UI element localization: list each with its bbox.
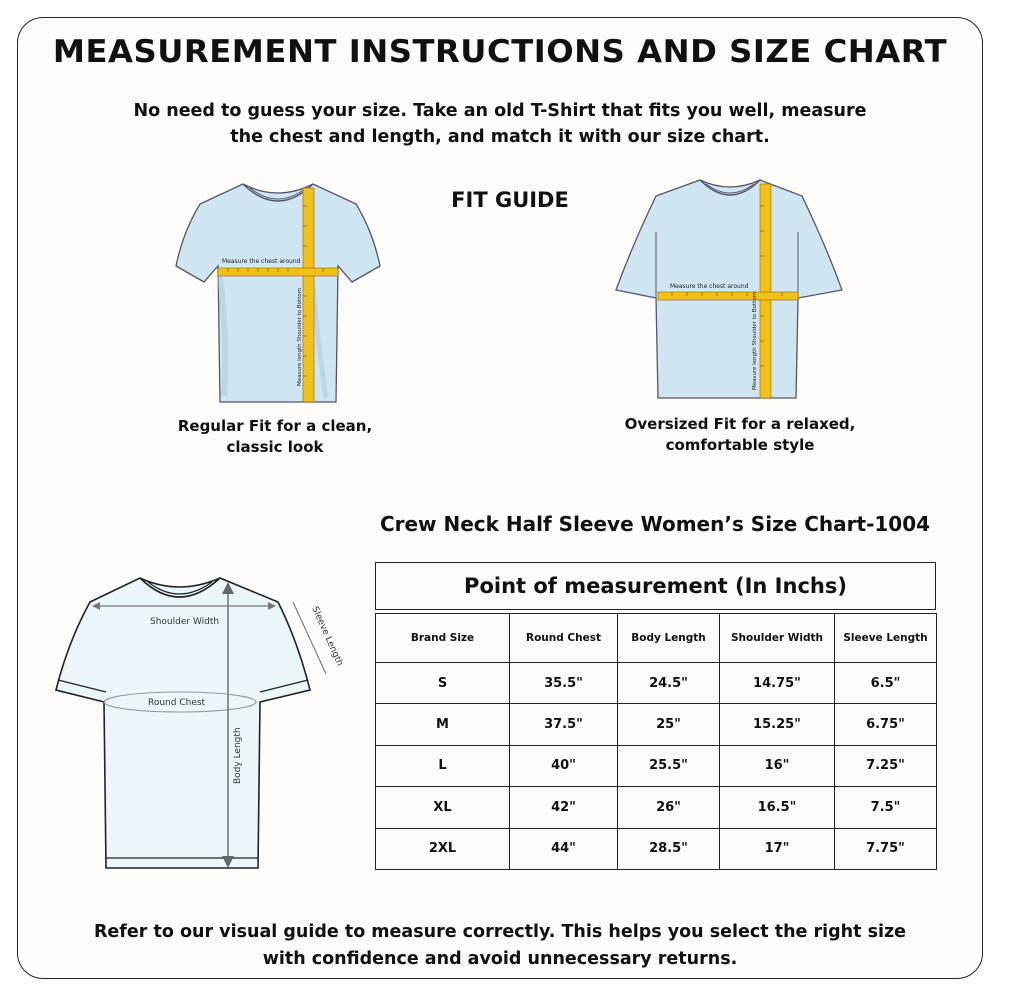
cell-chest: 44": [510, 828, 618, 869]
header-sleeve-length: Sleeve Length: [835, 614, 937, 663]
regular-fit-caption: Regular Fit for a clean, classic look: [177, 417, 373, 456]
measurement-diagram: [50, 572, 345, 876]
measurement-unit-banner: Point of measurement (In Inchs): [375, 562, 936, 610]
cell-size: M: [376, 704, 510, 745]
header-brand-size: Brand Size: [376, 614, 510, 663]
size-chart-table: [375, 613, 937, 870]
cell-chest: 37.5": [510, 704, 618, 745]
cell-chest: 40": [510, 745, 618, 786]
cell-length: 26": [618, 787, 720, 828]
body-length-label: Body Length: [233, 727, 243, 784]
shoulder-width-label: Shoulder Width: [150, 617, 220, 627]
fit-guide-heading: FIT GUIDE: [451, 188, 569, 212]
cell-shoulder: 17": [720, 828, 835, 869]
oversized-length-label: Measure length Shoulder to Bottom: [752, 291, 758, 390]
cell-sleeve: 7.25": [835, 745, 937, 786]
cell-shoulder: 16.5": [720, 787, 835, 828]
size-chart-title: Crew Neck Half Sleeve Women’s Size Chart-1004: [379, 512, 931, 536]
round-chest-label: Round Chest: [148, 698, 206, 708]
table-row: [376, 704, 937, 745]
cell-chest: 42": [510, 787, 618, 828]
sleeve-length-label: Sleeve Length: [309, 605, 345, 668]
regular-chest-label: Measure the chest around: [222, 258, 301, 265]
cell-sleeve: 6.5": [835, 663, 937, 704]
cell-sleeve: 6.75": [835, 704, 937, 745]
cell-shoulder: 15.25": [720, 704, 835, 745]
cell-size: L: [376, 745, 510, 786]
cell-size: 2XL: [376, 828, 510, 869]
table-row: [376, 828, 937, 869]
cell-length: 25": [618, 704, 720, 745]
cell-chest: 35.5": [510, 663, 618, 704]
cell-length: 24.5": [618, 663, 720, 704]
table-row: [376, 745, 937, 786]
intro-text: No need to guess your size. Take an old T-Shirt that fits you well, measure the chest and length, and match it with our size chart.: [133, 101, 867, 147]
header-round-chest: Round Chest: [510, 614, 618, 663]
regular-shirt-body: [176, 184, 380, 402]
table-row: [376, 787, 937, 828]
cell-size: XL: [376, 787, 510, 828]
table-row: [376, 663, 937, 704]
table-header-row: [376, 614, 937, 663]
regular-fit-illustration: [168, 176, 388, 410]
footer-note: Refer to our visual guide to measure correctly. This helps you select the right size with confidence and avoid unnecessary returns.: [93, 922, 907, 969]
oversized-chest-tape: [658, 292, 798, 300]
header-shoulder-width: Shoulder Width: [720, 614, 835, 663]
cell-size: S: [376, 663, 510, 704]
oversized-fit-illustration: [612, 176, 848, 402]
cell-length: 25.5": [618, 745, 720, 786]
regular-length-tape: [303, 188, 314, 402]
oversized-fit-caption: Oversized Fit for a relaxed, comfortable style: [624, 415, 856, 454]
oversized-chest-label: Measure the chest around: [670, 283, 749, 290]
cell-length: 28.5": [618, 828, 720, 869]
header-body-length: Body Length: [618, 614, 720, 663]
cell-sleeve: 7.75": [835, 828, 937, 869]
cell-shoulder: 16": [720, 745, 835, 786]
cell-sleeve: 7.5": [835, 787, 937, 828]
regular-length-label: Measure length Shoulder to Bottom: [297, 287, 303, 386]
cell-shoulder: 14.75": [720, 663, 835, 704]
page-title: MEASUREMENT INSTRUCTIONS AND SIZE CHART: [52, 34, 948, 70]
